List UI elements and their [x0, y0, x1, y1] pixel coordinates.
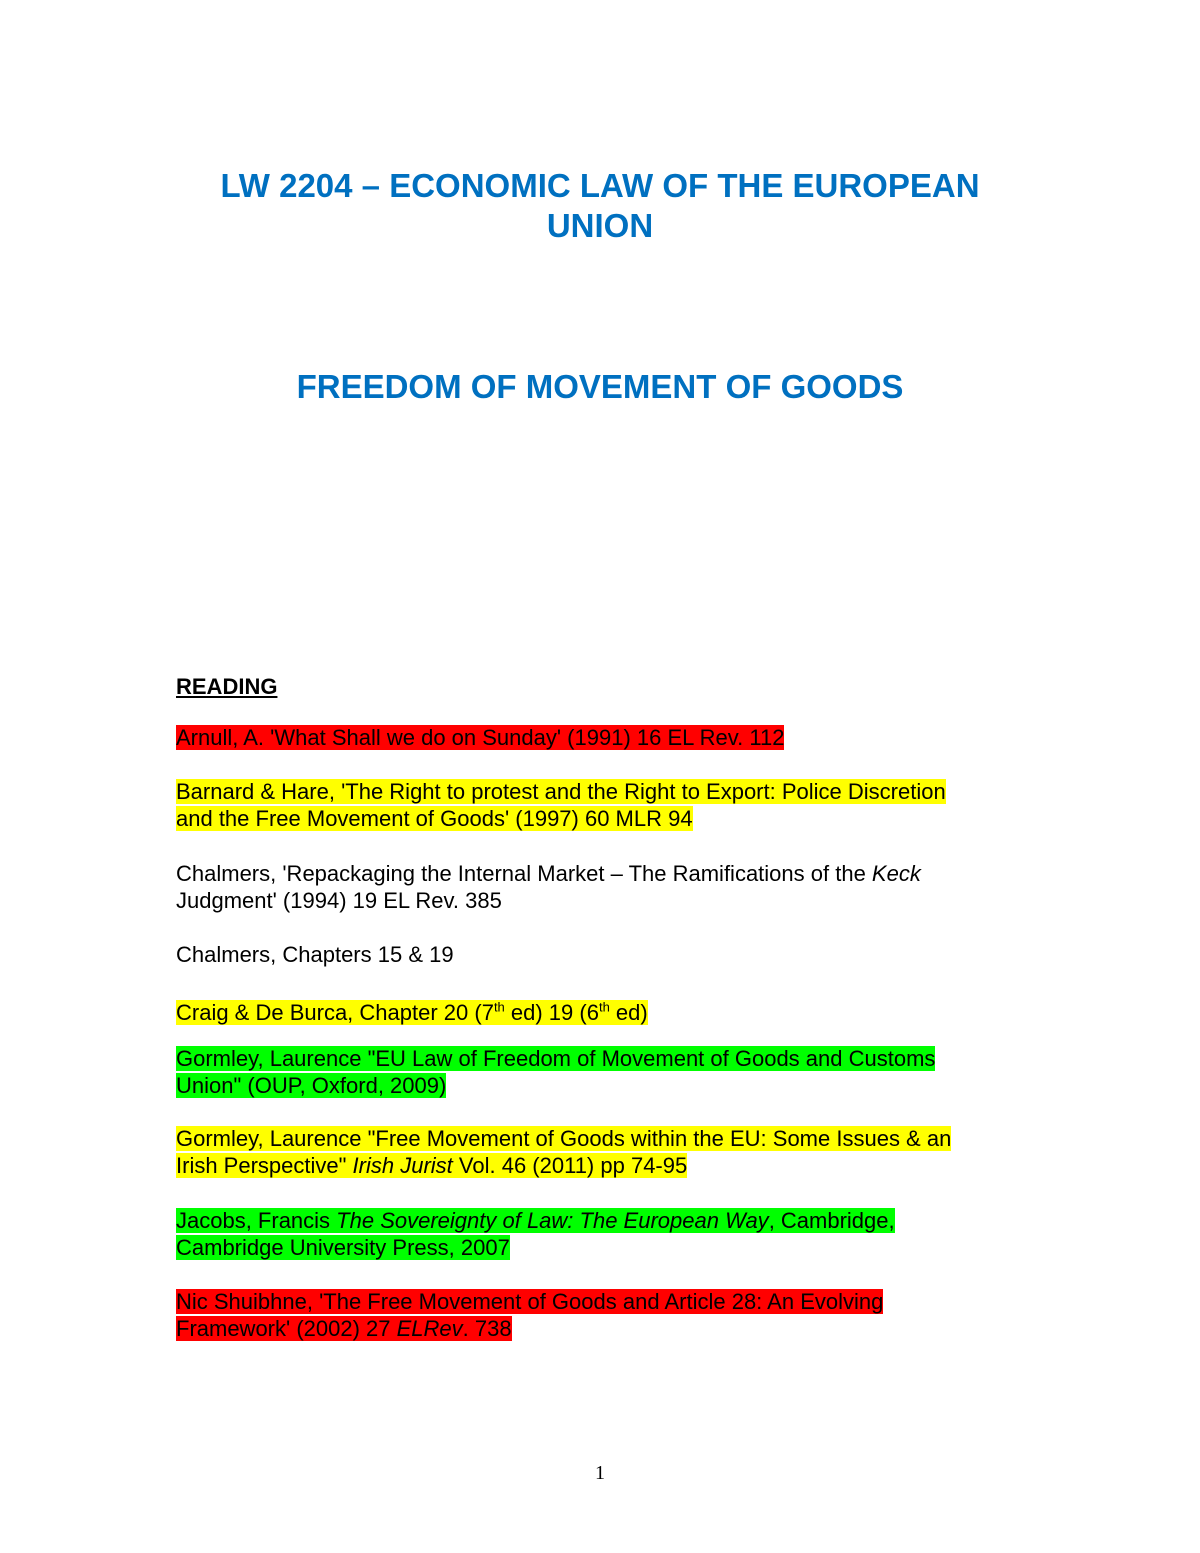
reference-gormley-irish-jurist	[176, 1125, 1036, 1179]
document-title	[150, 166, 1050, 246]
reference-barnard-hare	[176, 778, 1036, 832]
reading-heading: READING	[176, 674, 278, 699]
reference-text: Gormley, Laurence "EU Law of Freedom of Movement of Goods and Customs	[176, 1046, 936, 1071]
reference-text: Gormley, Laurence "Free Movement of Goods within the EU: Some Issues & an	[176, 1126, 952, 1151]
reference-chalmers-keck	[176, 860, 1036, 914]
reference-arnull	[176, 724, 1036, 751]
reference-text: Jacobs, Francis The Sovereignty of Law: The European Way, Cambridge,	[176, 1208, 895, 1233]
reference-italic: Keck	[871, 861, 921, 886]
reference-text: Judgment' (1994) 19 EL Rev. 385	[176, 888, 502, 913]
document-subtitle: FREEDOM OF MOVEMENT OF GOODS	[296, 368, 904, 405]
reference-text: Craig & De Burca, Chapter 20 (7th ed) 19 (6th ed)	[176, 1000, 648, 1026]
reference-gormley-eu-law	[176, 1045, 1036, 1099]
title-line-2: UNION	[546, 207, 654, 244]
reference-nic-shuibhne	[176, 1288, 1036, 1342]
page-number: 1	[595, 1462, 605, 1484]
reference-jacobs	[176, 1207, 1036, 1261]
reference-text: Arnull, A. 'What Shall we do on Sunday' (1991) 16 EL Rev. 112	[176, 725, 785, 750]
title-line-1: LW 2204 – ECONOMIC LAW OF THE EUROPEAN	[220, 167, 980, 204]
reference-text: Chalmers, 'Repackaging the Internal Market – The Ramifications of the	[176, 861, 872, 886]
reference-text: Barnard & Hare, 'The Right to protest and the Right to Export: Police Discretion	[176, 779, 946, 804]
reference-text: Union" (OUP, Oxford, 2009)	[176, 1073, 447, 1098]
reference-craig-de-burca	[176, 994, 1036, 1026]
reference-text: Framework' (2002) 27 ELRev. 738	[176, 1316, 512, 1341]
reference-text: Irish Perspective" Irish Jurist Vol. 46 (2011) pp 74-95	[176, 1153, 688, 1178]
reference-chalmers-chapters	[176, 941, 1036, 968]
reference-text: Chalmers, Chapters 15 & 19	[176, 942, 454, 967]
reference-text: Cambridge University Press, 2007	[176, 1235, 510, 1260]
reference-text: and the Free Movement of Goods' (1997) 60 MLR 94	[176, 806, 693, 831]
reference-text: Nic Shuibhne, 'The Free Movement of Goods and Article 28: An Evolving	[176, 1289, 884, 1314]
